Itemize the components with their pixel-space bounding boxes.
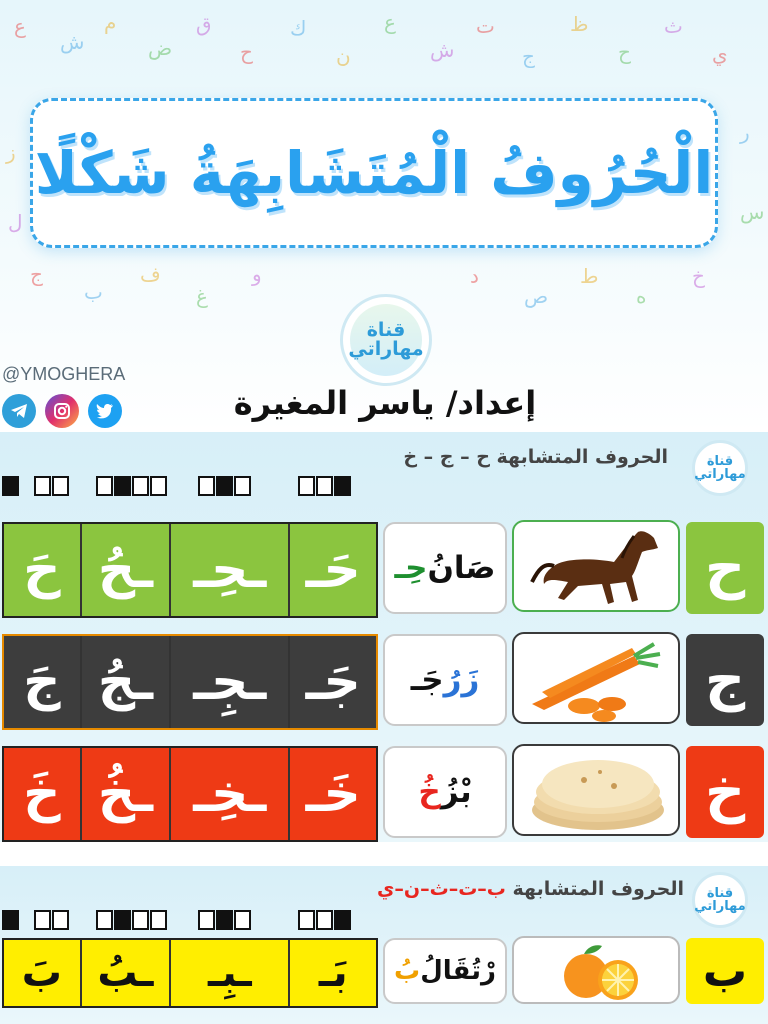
letter-forms-row-haa: [2, 522, 378, 618]
section-logo: قناة مهاراتي: [692, 872, 748, 928]
form-medial: ـجِـ: [171, 636, 290, 728]
pattern-initial: [298, 910, 351, 930]
form-isolated: خَ: [4, 748, 82, 840]
orange-image: [512, 936, 680, 1004]
example-word-card: [383, 938, 507, 1004]
social-handle: @YMOGHERA: [2, 364, 126, 384]
letter-forms-row-baa: [2, 938, 378, 1008]
twitter-icon[interactable]: [88, 394, 122, 428]
form-initial: بَـ: [318, 950, 348, 996]
form-final: ـحُ: [82, 524, 172, 616]
telegram-icon[interactable]: [2, 394, 36, 428]
main-letter-khaa: خ: [686, 746, 764, 838]
word-highlight: خُ: [418, 774, 441, 810]
word-rest: رْتُقَالُ: [420, 956, 496, 986]
word-highlight: حِـ: [394, 550, 428, 586]
example-word-card: [383, 746, 507, 838]
section-title: [377, 878, 684, 900]
pattern-medial: [198, 476, 251, 496]
section-title: [403, 446, 668, 468]
decorative-letters-background: ع ش م ض ق ح ك ن ع ش ت ج ظ ح ث ي ر ز س ل ج ب ف غ و د ص ط ه خ: [6, 10, 765, 308]
pattern-isolated-boxes: [34, 910, 69, 930]
instagram-icon[interactable]: [45, 394, 79, 428]
lesson-section-haa-jeem-khaa: [0, 432, 768, 842]
form-isolated: حَ: [4, 524, 82, 616]
carrot-image: [512, 632, 680, 724]
form-final: ـبُ: [82, 940, 172, 1006]
social-icons: [2, 394, 122, 428]
form-medial: ـخِـ: [171, 748, 290, 840]
section-title-prefix: الحروف المتشابهة: [496, 446, 668, 468]
pattern-initial: [298, 476, 351, 496]
form-final: ـخُ: [82, 748, 172, 840]
horse-image: [512, 520, 680, 612]
letter-forms-row-jeem: [2, 634, 378, 730]
word-highlight: بُ: [394, 956, 421, 986]
page-title: الْحُرُوفُ الْمُتَشَابِهَةُ شَكْلًا: [34, 139, 714, 207]
word-rest: بْزُ: [440, 774, 472, 810]
section-title-letters: ب–ت–ث–ن–ي: [376, 878, 506, 900]
channel-logo-text: قناة مهاراتي: [350, 304, 422, 376]
pattern-final: [96, 476, 167, 496]
word-rest: زَرُ: [443, 662, 480, 698]
section-logo: قناة مهاراتي: [692, 440, 748, 496]
form-initial: جَـ: [305, 652, 361, 712]
form-initial: حَـ: [305, 540, 361, 600]
form-initial: خَـ: [305, 764, 361, 824]
example-word-card: [383, 522, 507, 614]
form-medial: ـبِـ: [171, 940, 290, 1006]
form-final: ـجُ: [82, 636, 172, 728]
example-word-card: [383, 634, 507, 726]
form-isolated: جَ: [4, 636, 82, 728]
form-isolated: بَ: [4, 940, 82, 1006]
main-letter-baa: ب: [686, 938, 764, 1004]
word-highlight: جَـ: [410, 662, 444, 698]
cover-header: [0, 0, 768, 432]
bread-image: [512, 744, 680, 836]
pattern-isolated-boxes: [34, 476, 69, 496]
main-letter-haa: ح: [686, 522, 764, 614]
pattern-final: [96, 910, 167, 930]
author-credit: إعداد/ ياسر المغيرة: [233, 384, 537, 422]
title-card: [30, 98, 718, 248]
pattern-medial: [198, 910, 251, 930]
section-title-letters: ح – ج – خ: [403, 446, 490, 468]
main-letter-jeem: ج: [686, 634, 764, 726]
letter-forms-row-khaa: [2, 746, 378, 842]
word-rest: صَانُ: [427, 550, 496, 586]
channel-logo: [340, 294, 432, 386]
section-title-prefix: الحروف المتشابهة: [512, 878, 684, 900]
pattern-isolated: [2, 476, 19, 496]
pattern-isolated: [2, 910, 19, 930]
lesson-section-baa-taa-thaa-noon-yaa: [0, 866, 768, 1024]
form-medial: ـحِـ: [171, 524, 290, 616]
